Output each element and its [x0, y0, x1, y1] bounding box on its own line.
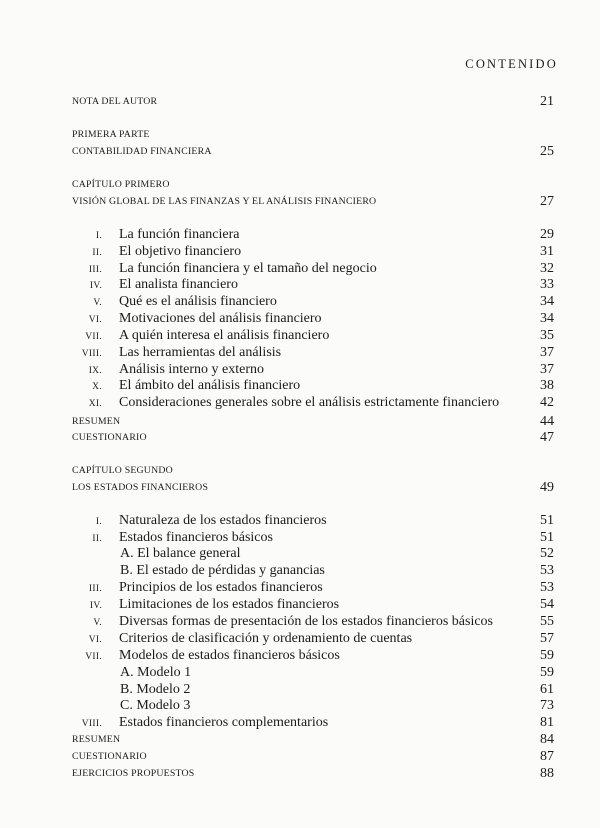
toc-label: La función financiera y el tamaño del negocio [119, 261, 377, 276]
toc-item-numeral: I. [95, 231, 102, 241]
toc-item-numeral: II. [92, 534, 102, 544]
toc-page-number: 88 [540, 766, 554, 781]
toc-page-number: 87 [540, 749, 554, 764]
toc-heading [0, 429, 600, 447]
toc-label: Motivaciones del análisis financiero [119, 311, 322, 326]
toc-page-number: 51 [540, 513, 554, 528]
toc-heading [0, 462, 600, 480]
toc-page-number: 31 [540, 244, 554, 259]
toc-item-numeral: VIII. [81, 349, 102, 359]
toc-page-number: 54 [540, 597, 554, 612]
toc-label: Criterios de clasificación y ordenamiento de cuentas [119, 631, 413, 646]
toc-page-number: 34 [540, 294, 554, 309]
toc-heading [0, 143, 600, 161]
toc-page-number: 49 [540, 480, 554, 495]
toc-item [0, 243, 600, 261]
toc-item-numeral: VI. [88, 635, 102, 645]
toc-page-number: 61 [540, 682, 554, 697]
toc-item-numeral: II. [92, 248, 102, 258]
toc-item-numeral: VII. [85, 652, 102, 662]
toc-page-number: 53 [540, 563, 554, 578]
toc-item [0, 327, 600, 345]
toc-label: A quién interesa el análisis financiero [119, 328, 330, 343]
toc-item-numeral: XI. [88, 399, 102, 409]
toc-label: Análisis interno y externo [119, 362, 265, 377]
toc-page-number: 37 [540, 362, 554, 377]
toc-page-number: 47 [540, 430, 554, 445]
toc-page-number: 57 [540, 631, 554, 646]
toc-heading [0, 193, 600, 211]
toc-label: A. Modelo 1 [120, 665, 192, 680]
toc-page-number: 51 [540, 530, 554, 545]
toc-subitem [0, 562, 600, 580]
toc-item-numeral: III. [88, 584, 102, 594]
toc-label: CUESTIONARIO [72, 432, 147, 443]
toc-label: RESUMEN [72, 416, 121, 427]
toc-label: Modelos de estados financieros básicos [119, 648, 340, 663]
toc-heading [0, 479, 600, 497]
toc-label: CUESTIONARIO [72, 751, 147, 762]
toc-item [0, 394, 600, 412]
toc-heading [0, 748, 600, 766]
toc-label: Diversas formas de presentación de los estados financieros básicos [119, 614, 493, 629]
toc-item [0, 579, 600, 597]
toc-item [0, 310, 600, 328]
toc-page-number: 33 [540, 277, 554, 292]
toc-page-number: 38 [540, 378, 554, 393]
toc-page-number: 29 [540, 227, 554, 242]
toc-label: A. El balance general [120, 546, 241, 561]
toc-heading [0, 126, 600, 144]
toc-label: C. Modelo 3 [120, 698, 191, 713]
toc-label: RESUMEN [72, 734, 121, 745]
toc-item-numeral: X. [92, 382, 102, 392]
toc-page-number: 55 [540, 614, 554, 629]
toc-label: Qué es el análisis financiero [119, 294, 277, 309]
toc-item [0, 714, 600, 732]
toc-heading [0, 176, 600, 194]
toc-label: CAPÍTULO SEGUNDO [72, 465, 173, 476]
toc-label: Principios de los estados financieros [119, 580, 323, 595]
toc-item [0, 276, 600, 294]
toc-label: Limitaciones de los estados financieros [119, 597, 340, 612]
toc-item-numeral: V. [93, 298, 102, 308]
toc-item-numeral: I. [95, 517, 102, 527]
toc-label: B. Modelo 2 [120, 682, 191, 697]
toc-page-number: 34 [540, 311, 554, 326]
toc-item [0, 293, 600, 311]
toc-item [0, 647, 600, 665]
toc-label: Naturaleza de los estados financieros [119, 513, 327, 528]
toc-page-number: 25 [540, 144, 554, 159]
toc-item-numeral: IX. [88, 366, 102, 376]
toc-page-number: 59 [540, 665, 554, 680]
toc-label: VISIÓN GLOBAL DE LAS FINANZAS Y EL ANÁLISIS FINANCIERO [72, 196, 377, 207]
toc-item [0, 377, 600, 395]
toc-page-number: 52 [540, 546, 554, 561]
toc-item-numeral: IV. [89, 601, 102, 611]
toc-item-numeral: III. [88, 265, 102, 275]
toc-label: El objetivo financiero [119, 244, 242, 259]
toc-item [0, 344, 600, 362]
toc-label: NOTA DEL AUTOR [72, 96, 158, 107]
toc-subitem [0, 664, 600, 682]
toc-page-number: 32 [540, 261, 554, 276]
toc-label: LOS ESTADOS FINANCIEROS [72, 482, 209, 493]
toc-item [0, 226, 600, 244]
toc-page-number: 44 [540, 414, 554, 429]
toc-label: Consideraciones generales sobre el análisis estrictamente financiero [119, 395, 500, 410]
toc-page-number: 27 [540, 194, 554, 209]
toc-heading [0, 93, 600, 111]
toc-label: PRIMERA PARTE [72, 129, 150, 140]
toc-item-numeral: VIII. [81, 719, 102, 729]
toc-subitem [0, 545, 600, 563]
toc-heading [0, 731, 600, 749]
toc-page-number: 35 [540, 328, 554, 343]
toc-page-number: 21 [540, 94, 554, 109]
toc-label: Las herramientas del análisis [119, 345, 282, 360]
toc-item [0, 512, 600, 530]
toc-label: El ámbito del análisis financiero [119, 378, 301, 393]
toc-item-numeral: VI. [88, 315, 102, 325]
toc-page-number: 81 [540, 715, 554, 730]
toc-heading [0, 765, 600, 783]
toc-label: Estados financieros básicos [119, 530, 273, 545]
toc-label: El analista financiero [119, 277, 238, 292]
toc-page-number: 37 [540, 345, 554, 360]
toc-label: CONTABILIDAD FINANCIERA [72, 146, 212, 157]
toc-item [0, 613, 600, 631]
toc-item-numeral: VII. [85, 332, 102, 342]
toc-item [0, 596, 600, 614]
page-title: CONTENIDO [465, 57, 558, 71]
toc-item-numeral: IV. [89, 281, 102, 291]
toc-item-numeral: V. [93, 618, 102, 628]
toc-page-number: 73 [540, 698, 554, 713]
toc-page-number: 59 [540, 648, 554, 663]
toc-label: La función financiera [119, 227, 240, 242]
toc-page-number: 84 [540, 732, 554, 747]
toc-label: CAPÍTULO PRIMERO [72, 179, 170, 190]
toc-label: B. El estado de pérdidas y ganancias [120, 563, 325, 578]
toc-subitem [0, 697, 600, 715]
toc-page-number: 42 [540, 395, 554, 410]
toc-label: Estados financieros complementarios [119, 715, 329, 730]
toc-page-number: 53 [540, 580, 554, 595]
toc-label: EJERCICIOS PROPUESTOS [72, 768, 195, 779]
toc-item [0, 630, 600, 648]
